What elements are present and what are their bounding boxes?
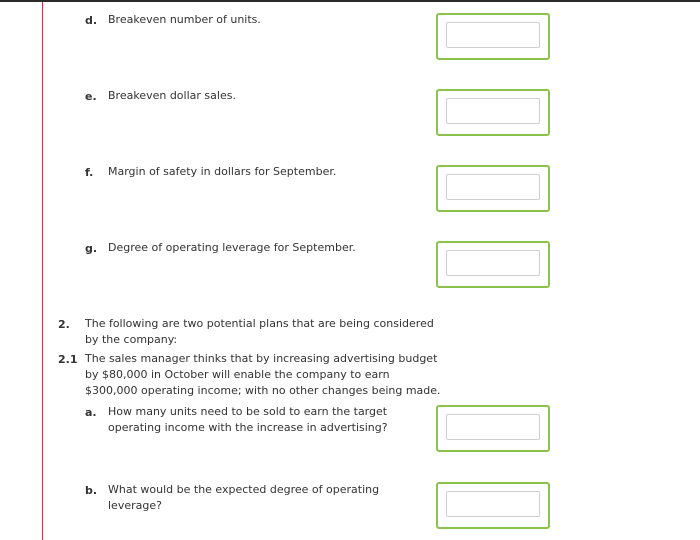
answer-box-g (436, 241, 550, 288)
top-divider (0, 0, 700, 2)
answer-box-d (436, 13, 550, 60)
question-g-letter: g. (85, 242, 98, 255)
question-2-1-a-text: How many units need to be sold to earn the target operating income with the increase in advertising? (108, 405, 388, 434)
section-2-1-text: The sales manager thinks that by increasing advertising budget by $80,000 in October will enable the company to earn $300,000 operating income; with no other changes being made. (85, 352, 441, 397)
answer-input-e[interactable] (446, 98, 540, 124)
question-f-text: Margin of safety in dollars for September. (108, 165, 337, 178)
question-g-text: Degree of operating leverage for September. (108, 241, 356, 254)
question-2-1-a-letter: a. (85, 406, 97, 419)
section-2-number: 2. (58, 318, 70, 331)
answer-input-f[interactable] (446, 174, 540, 200)
answer-input-g[interactable] (446, 250, 540, 276)
answer-box-2-1-a (436, 405, 550, 452)
question-2-1-b-letter: b. (85, 484, 98, 497)
answer-input-2-1-a[interactable] (446, 414, 540, 440)
section-2-text: The following are two potential plans that are being considered by the company: (85, 317, 434, 346)
section-2-1-number: 2.1 (58, 353, 78, 366)
question-d-text: Breakeven number of units. (108, 13, 261, 26)
answer-box-e (436, 89, 550, 136)
answer-input-2-1-b[interactable] (446, 491, 540, 517)
answer-box-f (436, 165, 550, 212)
answer-input-d[interactable] (446, 22, 540, 48)
question-e-text: Breakeven dollar sales. (108, 89, 236, 102)
left-margin-rule (42, 2, 43, 540)
question-d-letter: d. (85, 14, 98, 27)
question-e-letter: e. (85, 90, 97, 103)
question-f-letter: f. (85, 166, 94, 179)
answer-box-2-1-b (436, 482, 550, 529)
question-2-1-b-text: What would be the expected degree of operating leverage? (108, 483, 380, 512)
